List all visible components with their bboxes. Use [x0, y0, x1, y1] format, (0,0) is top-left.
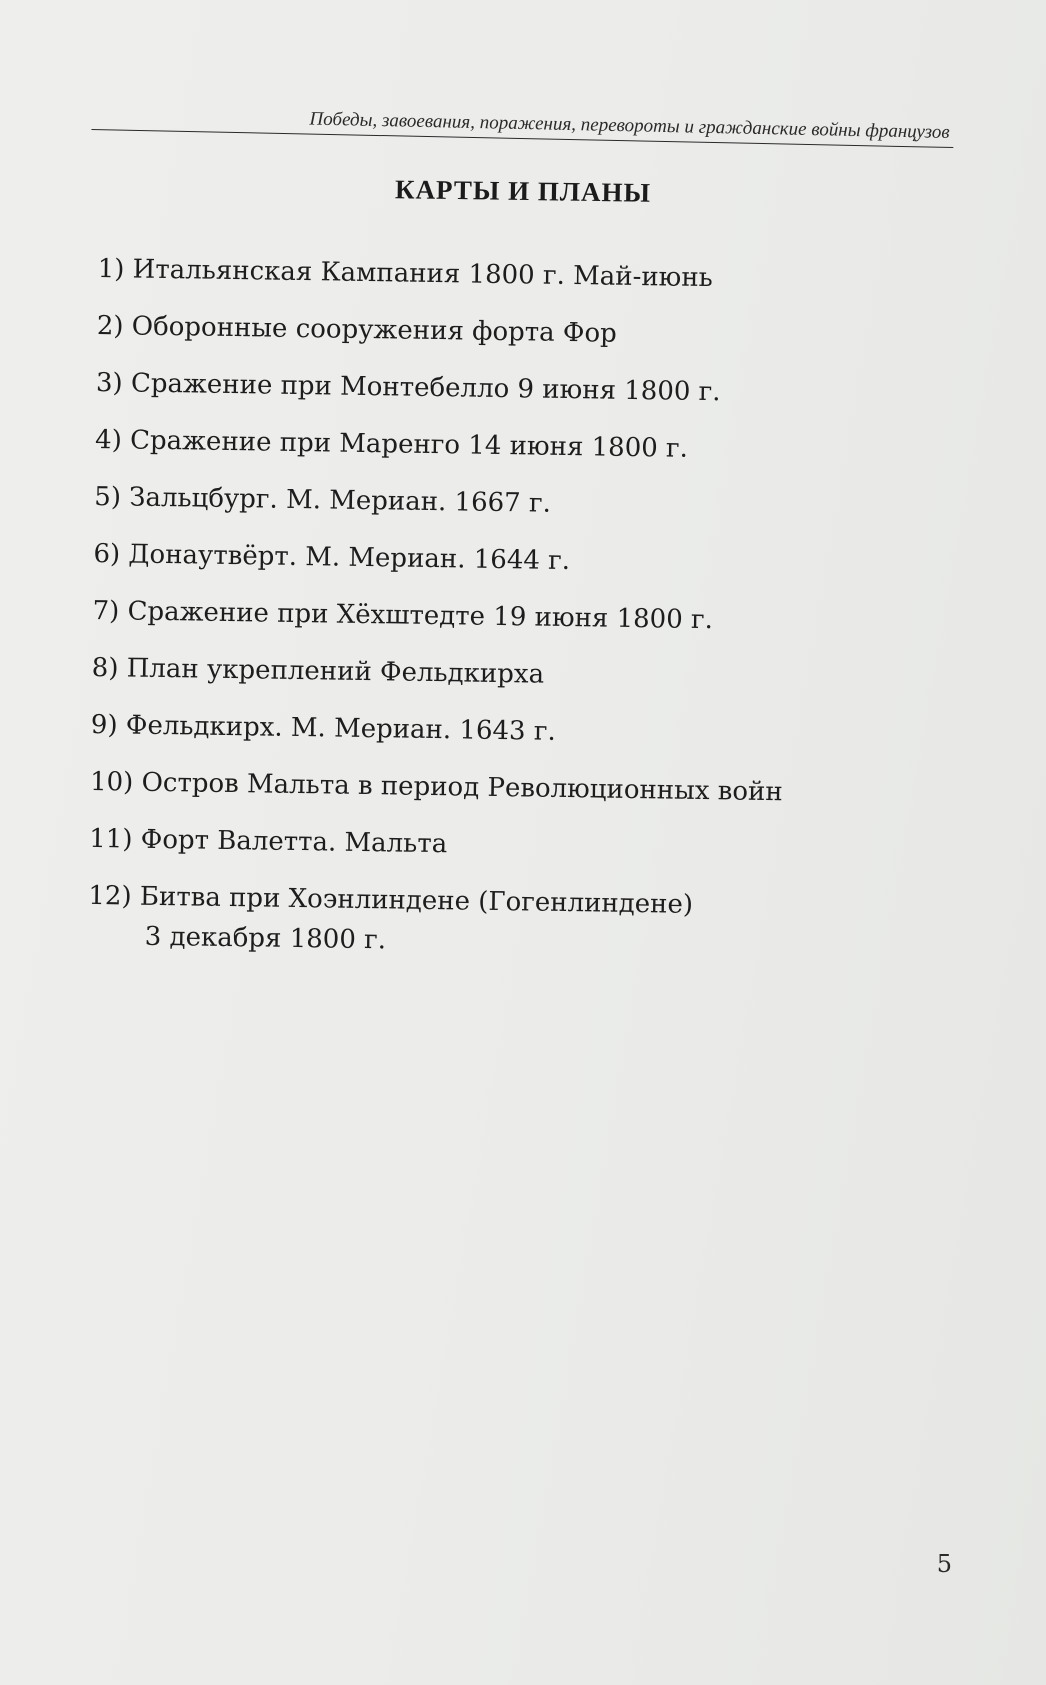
item-number: 6): [93, 538, 121, 570]
item-number: 10): [89, 766, 134, 798]
item-text: Сражение при Хёхштедте 19 июня 1800 г.: [127, 596, 714, 636]
maps-list: [87, 248, 958, 985]
item-number: 9): [90, 709, 118, 741]
list-item: [91, 647, 952, 702]
item-text: Сражение при Монтебелло 9 июня 1800 г.: [130, 368, 721, 408]
item-number: 11): [89, 823, 133, 855]
item-text: Остров Мальта в период Революционных войн: [141, 767, 783, 808]
item-text: Форт Валетта. Мальта: [140, 824, 448, 860]
running-head: [91, 104, 953, 148]
list-item: [93, 533, 954, 588]
item-number: 7): [92, 595, 120, 627]
item-number: 5): [94, 481, 122, 513]
item-text-continuation: 3 декабря 1800 г.: [144, 921, 387, 956]
list-item: [97, 305, 958, 360]
page-number: 5: [936, 1550, 952, 1578]
list-item: [89, 818, 950, 873]
list-item: [92, 590, 953, 645]
item-text: Итальянская Кампания 1800 г. Май-июнь: [132, 254, 714, 294]
item-text: Донаутвёрт. М. Мериан. 1644 г.: [128, 539, 571, 577]
list-item: [96, 362, 957, 417]
item-number: 3): [95, 367, 123, 399]
item-number: 2): [96, 310, 124, 342]
list-item: [95, 419, 956, 474]
list-item: [97, 248, 958, 303]
section-title: КАРТЫ И ПЛАНЫ: [394, 174, 652, 208]
list-item: [91, 704, 952, 759]
item-text: Зальцбург. М. Мериан. 1667 г.: [129, 482, 552, 519]
item-text: План укреплений Фельдкирха: [126, 653, 545, 690]
item-text: Оборонные сооружения форта Фор: [131, 311, 618, 349]
running-head-text: Победы, завоевания, поражения, перевороты и гражданские войны французов: [309, 108, 950, 143]
list-item: [90, 761, 951, 816]
item-text: Фельдкирх. М. Мериан. 1643 г.: [125, 710, 556, 747]
list-item: [87, 875, 948, 970]
item-number: 12): [88, 880, 132, 912]
item-number: 8): [91, 652, 119, 684]
item-text: Сражение при Маренго 14 июня 1800 г.: [129, 425, 689, 464]
item-number: 4): [94, 424, 123, 456]
item-number: 1): [97, 253, 125, 285]
item-text: Битва при Хоэнлиндене (Гогенлиндене): [139, 881, 694, 920]
list-item: [94, 476, 955, 531]
